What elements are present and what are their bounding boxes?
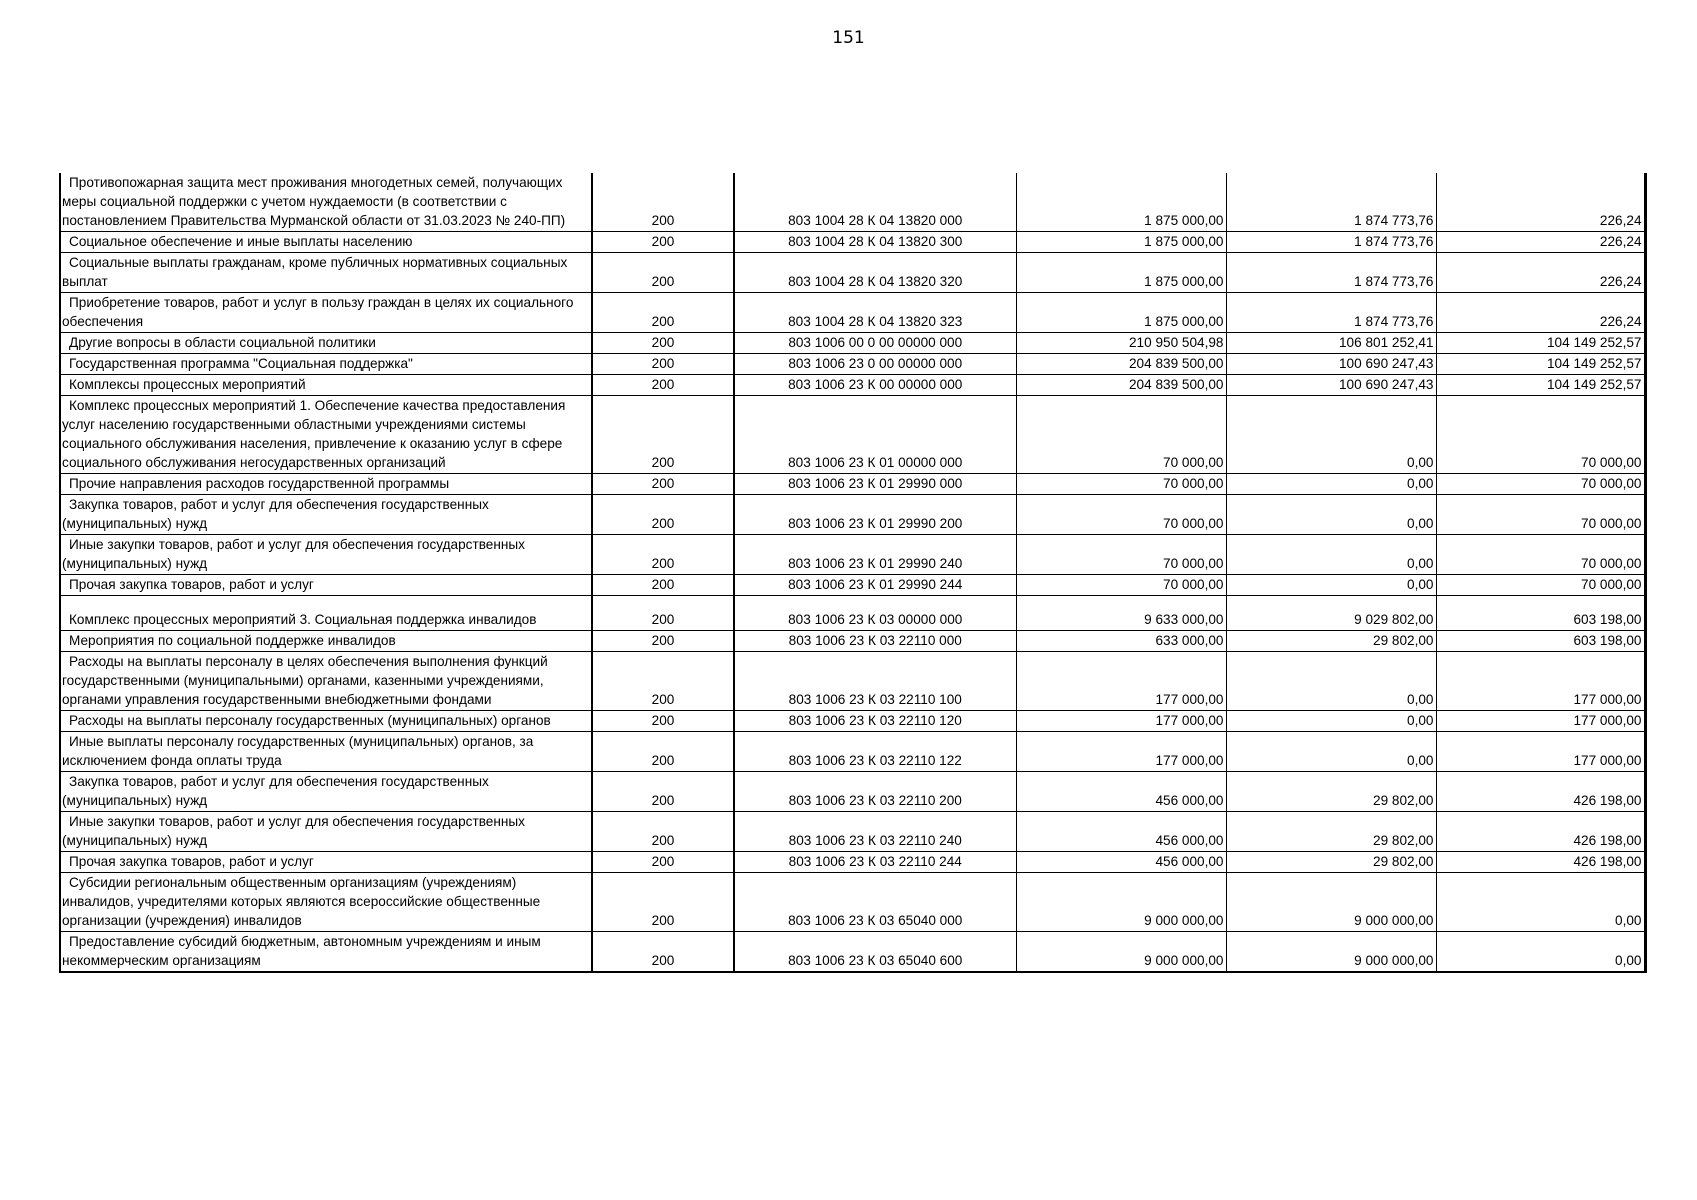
row-grbs-cell: 200: [592, 396, 734, 474]
row-grbs-cell: 200: [592, 375, 734, 396]
row-remaining-amount-cell: 226,24: [1436, 293, 1645, 333]
row-grbs-cell: 200: [592, 333, 734, 354]
table-row: [60, 474, 1645, 495]
row-budget-code-cell: 803 1006 23 К 03 22110 200: [734, 772, 1016, 812]
row-remaining-amount-cell: 70 000,00: [1436, 474, 1645, 495]
table-row: [60, 812, 1645, 852]
row-budget-code-cell: 803 1004 28 К 04 13820 320: [734, 253, 1016, 293]
row-grbs-cell: 200: [592, 173, 734, 232]
row-budget-code-cell: 803 1006 23 К 01 29990 244: [734, 575, 1016, 596]
row-approved-amount-cell: 204 839 500,00: [1016, 375, 1226, 396]
table-row: [60, 495, 1645, 535]
row-approved-amount-cell: 70 000,00: [1016, 474, 1226, 495]
row-budget-code-cell: 803 1006 23 К 01 29990 240: [734, 535, 1016, 575]
row-approved-amount-cell: 1 875 000,00: [1016, 232, 1226, 253]
row-budget-code-cell: 803 1006 23 К 01 29990 200: [734, 495, 1016, 535]
row-name-cell: Субсидии региональным общественным организациям (учреждениям) инвалидов, учредителями которых являются всероссийские общественные организации (учреждения) инвалидов: [60, 873, 592, 932]
row-approved-amount-cell: 210 950 504,98: [1016, 333, 1226, 354]
row-grbs-cell: 200: [592, 253, 734, 293]
row-remaining-amount-cell: 226,24: [1436, 232, 1645, 253]
row-executed-amount-cell: 9 000 000,00: [1226, 932, 1436, 973]
row-executed-amount-cell: 106 801 252,41: [1226, 333, 1436, 354]
row-approved-amount-cell: 70 000,00: [1016, 495, 1226, 535]
row-budget-code-cell: 803 1004 28 К 04 13820 000: [734, 173, 1016, 232]
row-grbs-cell: 200: [592, 495, 734, 535]
row-remaining-amount-cell: 426 198,00: [1436, 772, 1645, 812]
row-executed-amount-cell: 9 000 000,00: [1226, 873, 1436, 932]
row-executed-amount-cell: 29 802,00: [1226, 772, 1436, 812]
row-executed-amount-cell: 1 874 773,76: [1226, 253, 1436, 293]
row-name-cell: Прочие направления расходов государственной программы: [60, 474, 592, 495]
row-budget-code-cell: 803 1006 23 К 03 65040 000: [734, 873, 1016, 932]
row-budget-code-cell: 803 1006 23 К 03 22110 120: [734, 711, 1016, 732]
row-executed-amount-cell: 1 874 773,76: [1226, 232, 1436, 253]
row-remaining-amount-cell: 104 149 252,57: [1436, 375, 1645, 396]
row-approved-amount-cell: 456 000,00: [1016, 772, 1226, 812]
table-row: [60, 333, 1645, 354]
row-budget-code-cell: 803 1006 23 К 01 00000 000: [734, 396, 1016, 474]
row-approved-amount-cell: 1 875 000,00: [1016, 293, 1226, 333]
row-grbs-cell: 200: [592, 812, 734, 852]
row-name-cell: Закупка товаров, работ и услуг для обеспечения государственных (муниципальных) нужд: [60, 772, 592, 812]
table-row: [60, 396, 1645, 474]
row-executed-amount-cell: 29 802,00: [1226, 852, 1436, 873]
row-executed-amount-cell: 100 690 247,43: [1226, 375, 1436, 396]
row-executed-amount-cell: 0,00: [1226, 535, 1436, 575]
row-executed-amount-cell: 0,00: [1226, 732, 1436, 772]
row-grbs-cell: 200: [592, 232, 734, 253]
row-approved-amount-cell: 177 000,00: [1016, 652, 1226, 711]
table-row: [60, 293, 1645, 333]
row-grbs-cell: 200: [592, 474, 734, 495]
row-name-cell: Комплексы процессных мероприятий: [60, 375, 592, 396]
row-grbs-cell: 200: [592, 535, 734, 575]
table-row: [60, 173, 1645, 232]
row-budget-code-cell: 803 1006 23 К 03 22110 244: [734, 852, 1016, 873]
row-remaining-amount-cell: 603 198,00: [1436, 596, 1645, 631]
row-grbs-cell: 200: [592, 932, 734, 973]
table-row: [60, 375, 1645, 396]
row-executed-amount-cell: 100 690 247,43: [1226, 354, 1436, 375]
row-remaining-amount-cell: 0,00: [1436, 873, 1645, 932]
row-approved-amount-cell: 1 875 000,00: [1016, 173, 1226, 232]
table-row: [60, 852, 1645, 873]
row-budget-code-cell: 803 1006 00 0 00 00000 000: [734, 333, 1016, 354]
row-budget-code-cell: 803 1006 23 К 01 29990 000: [734, 474, 1016, 495]
row-approved-amount-cell: 1 875 000,00: [1016, 253, 1226, 293]
row-remaining-amount-cell: 177 000,00: [1436, 652, 1645, 711]
row-remaining-amount-cell: 426 198,00: [1436, 812, 1645, 852]
row-grbs-cell: 200: [592, 652, 734, 711]
row-approved-amount-cell: 70 000,00: [1016, 535, 1226, 575]
row-budget-code-cell: 803 1006 23 0 00 00000 000: [734, 354, 1016, 375]
row-approved-amount-cell: 633 000,00: [1016, 631, 1226, 652]
table-row: [60, 711, 1645, 732]
row-name-cell: Противопожарная защита мест проживания многодетных семей, получающих меры социальной поддержки с учетом нуждаемости (в соответствии с постановлением Правительства Мурманской области от 31.03.2023 № 240-ПП): [60, 173, 592, 232]
budget-execution-table: [59, 173, 1647, 973]
table-row: [60, 631, 1645, 652]
row-name-cell: Социальные выплаты гражданам, кроме публичных нормативных социальных выплат: [60, 253, 592, 293]
row-name-cell: Приобретение товаров, работ и услуг в пользу граждан в целях их социального обеспечения: [60, 293, 592, 333]
table-row: [60, 732, 1645, 772]
row-executed-amount-cell: 0,00: [1226, 575, 1436, 596]
row-executed-amount-cell: 1 874 773,76: [1226, 173, 1436, 232]
row-remaining-amount-cell: 226,24: [1436, 173, 1645, 232]
row-approved-amount-cell: 70 000,00: [1016, 575, 1226, 596]
row-executed-amount-cell: 0,00: [1226, 711, 1436, 732]
row-name-cell: Мероприятия по социальной поддержке инвалидов: [60, 631, 592, 652]
row-grbs-cell: 200: [592, 293, 734, 333]
row-approved-amount-cell: 9 000 000,00: [1016, 932, 1226, 973]
row-remaining-amount-cell: 104 149 252,57: [1436, 354, 1645, 375]
row-remaining-amount-cell: 177 000,00: [1436, 711, 1645, 732]
table-row: [60, 354, 1645, 375]
row-remaining-amount-cell: 70 000,00: [1436, 396, 1645, 474]
row-name-cell: Комплекс процессных мероприятий 1. Обеспечение качества предоставления услуг населению государственными областными учреждениями системы социального обслуживания населения, привлечение к оказанию услуг в сфере социального обслуживания негосударственных организаций: [60, 396, 592, 474]
table-row: [60, 232, 1645, 253]
row-grbs-cell: 200: [592, 873, 734, 932]
row-name-cell: Другие вопросы в области социальной политики: [60, 333, 592, 354]
row-grbs-cell: 200: [592, 354, 734, 375]
row-name-cell: Государственная программа "Социальная поддержка": [60, 354, 592, 375]
row-name-cell: Предоставление субсидий бюджетным, автономным учреждениям и иным некоммерческим организациям: [60, 932, 592, 973]
row-name-cell: Расходы на выплаты персоналу в целях обеспечения выполнения функций государственными (муниципальными) органами, казенными учреждениями, органами управления государственными внебюджетными фондами: [60, 652, 592, 711]
row-budget-code-cell: 803 1006 23 К 03 65040 600: [734, 932, 1016, 973]
row-budget-code-cell: 803 1004 28 К 04 13820 323: [734, 293, 1016, 333]
row-executed-amount-cell: 29 802,00: [1226, 631, 1436, 652]
row-name-cell: Иные закупки товаров, работ и услуг для обеспечения государственных (муниципальных) нужд: [60, 535, 592, 575]
row-budget-code-cell: 803 1006 23 К 03 22110 000: [734, 631, 1016, 652]
row-executed-amount-cell: 29 802,00: [1226, 812, 1436, 852]
table-row: [60, 596, 1645, 631]
row-remaining-amount-cell: 0,00: [1436, 932, 1645, 973]
row-remaining-amount-cell: 426 198,00: [1436, 852, 1645, 873]
table-row: [60, 772, 1645, 812]
row-budget-code-cell: 803 1006 23 К 03 22110 122: [734, 732, 1016, 772]
row-remaining-amount-cell: 70 000,00: [1436, 495, 1645, 535]
row-budget-code-cell: 803 1006 23 К 03 22110 100: [734, 652, 1016, 711]
table-row: [60, 873, 1645, 932]
table-row: [60, 652, 1645, 711]
row-grbs-cell: 200: [592, 772, 734, 812]
row-executed-amount-cell: 0,00: [1226, 396, 1436, 474]
row-budget-code-cell: 803 1006 23 К 03 22110 240: [734, 812, 1016, 852]
row-name-cell: Иные выплаты персоналу государственных (муниципальных) органов, за исключением фонда оплаты труда: [60, 732, 592, 772]
table-row: [60, 253, 1645, 293]
row-grbs-cell: 200: [592, 575, 734, 596]
row-grbs-cell: 200: [592, 711, 734, 732]
row-remaining-amount-cell: 226,24: [1436, 253, 1645, 293]
row-remaining-amount-cell: 70 000,00: [1436, 535, 1645, 575]
row-remaining-amount-cell: 70 000,00: [1436, 575, 1645, 596]
row-budget-code-cell: 803 1006 23 К 03 00000 000: [734, 596, 1016, 631]
row-approved-amount-cell: 9 633 000,00: [1016, 596, 1226, 631]
row-executed-amount-cell: 9 029 802,00: [1226, 596, 1436, 631]
row-grbs-cell: 200: [592, 596, 734, 631]
row-name-cell: Расходы на выплаты персоналу государственных (муниципальных) органов: [60, 711, 592, 732]
row-remaining-amount-cell: 104 149 252,57: [1436, 333, 1645, 354]
row-grbs-cell: 200: [592, 631, 734, 652]
page-number: 151: [832, 28, 865, 48]
row-remaining-amount-cell: 177 000,00: [1436, 732, 1645, 772]
row-executed-amount-cell: 0,00: [1226, 474, 1436, 495]
row-approved-amount-cell: 456 000,00: [1016, 852, 1226, 873]
row-name-cell: Иные закупки товаров, работ и услуг для обеспечения государственных (муниципальных) нужд: [60, 812, 592, 852]
row-name-cell: Прочая закупка товаров, работ и услуг: [60, 852, 592, 873]
row-name-cell: Прочая закупка товаров, работ и услуг: [60, 575, 592, 596]
row-grbs-cell: 200: [592, 852, 734, 873]
row-executed-amount-cell: 0,00: [1226, 495, 1436, 535]
row-budget-code-cell: 803 1004 28 К 04 13820 300: [734, 232, 1016, 253]
row-approved-amount-cell: 456 000,00: [1016, 812, 1226, 852]
row-approved-amount-cell: 204 839 500,00: [1016, 354, 1226, 375]
row-grbs-cell: 200: [592, 732, 734, 772]
table-row: [60, 932, 1645, 973]
row-remaining-amount-cell: 603 198,00: [1436, 631, 1645, 652]
row-approved-amount-cell: 9 000 000,00: [1016, 873, 1226, 932]
row-approved-amount-cell: 177 000,00: [1016, 732, 1226, 772]
row-approved-amount-cell: 177 000,00: [1016, 711, 1226, 732]
row-name-cell: Закупка товаров, работ и услуг для обеспечения государственных (муниципальных) нужд: [60, 495, 592, 535]
table-row: [60, 535, 1645, 575]
row-approved-amount-cell: 70 000,00: [1016, 396, 1226, 474]
row-name-cell: Комплекс процессных мероприятий 3. Социальная поддержка инвалидов: [60, 596, 592, 631]
table-row: [60, 575, 1645, 596]
row-budget-code-cell: 803 1006 23 К 00 00000 000: [734, 375, 1016, 396]
row-name-cell: Социальное обеспечение и иные выплаты населению: [60, 232, 592, 253]
row-executed-amount-cell: 1 874 773,76: [1226, 293, 1436, 333]
row-executed-amount-cell: 0,00: [1226, 652, 1436, 711]
